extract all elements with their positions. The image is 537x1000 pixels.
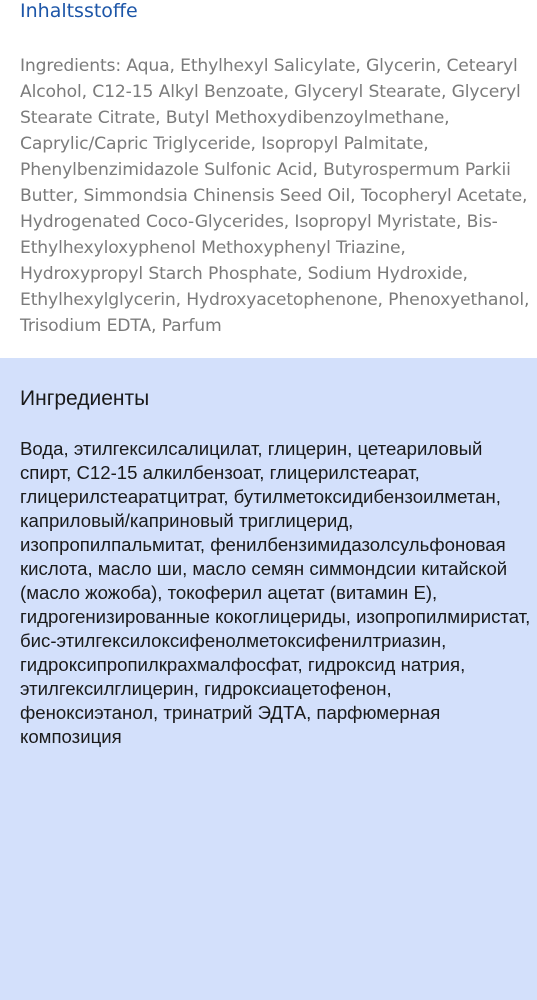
russian-ingredients-section (0, 358, 537, 1000)
section-title-ingredienty: Ингредиенты (20, 387, 150, 410)
section-title-inhaltsstoffe: Inhaltsstoffe (20, 0, 138, 22)
ingredients-list-russian: Вода, этилгексилсалицилат, глицерин, цетеариловый спирт, C12-15 алкилбензоат, глицерилстеарат, глицерилстеаратцитрат, бутилметоксидибензоилметан, каприловый/каприновый триглицерид, изопропилпальмитат, фенилбензимидазолсульфоновая кислота, масло ши, масло семян симмондсии китайской (масло жожоба), токоферил ацетат (витамин Е), гидрогенизированные кокоглицериды, изопропилмиристат, бис-этилгексилоксифенолметоксифенилтриазин, гидроксипропилкрахмалфосфат, гидроксид натрия, этилгексилглицерин, гидроксиацетофенон, феноксиэтанол, тринатрий ЭДТА, парфюмерная композиция (20, 438, 531, 747)
ingredients-list-latin: Ingredients: Aqua, Ethylhexyl Salicylate, Glycerin, Cetearyl Alcohol, C12-15 Alkyl Benzoate, Glyceryl Stearate, Glyceryl Stearate Citrate, Butyl Methoxydibenzoylmethane, Caprylic/Capric Triglyceride, Isopropyl Palmitate, Phenylbenzimidazole Sulfonic Acid, Butyrospermum Parkii Butter, Simmondsia Chinensis Seed Oil, Tocopheryl Acetate, Hydrogenated Coco-Glycerides, Isopropyl Myristate, Bis-Ethylhexyloxyphenol Methoxyphenyl Triazine, Hydroxypropyl Starch Phosphate, Sodium Hydroxide, Ethylhexylglycerin, Hydroxyacetophenone, Phenoxyethanol, Trisodium EDTA, Parfum (20, 56, 530, 336)
german-ingredients-section (0, 0, 537, 358)
